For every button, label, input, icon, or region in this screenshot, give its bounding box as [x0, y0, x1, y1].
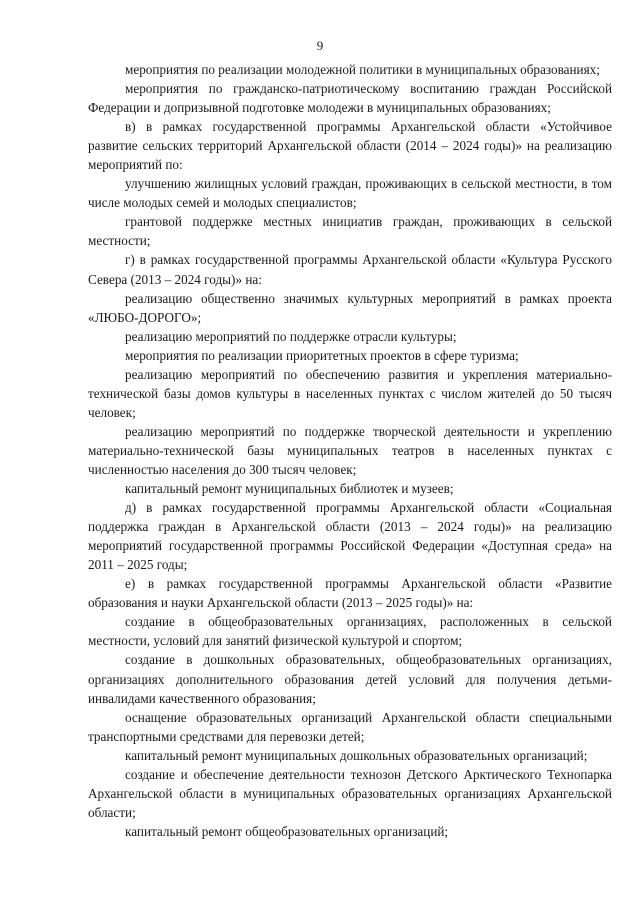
paragraph: г) в рамках государственной программы Архангельской области «Культура Русского Севера (2013 – 2024 годы)» на: [88, 252, 612, 287]
paragraph: мероприятия по гражданско-патриотическому воспитанию граждан Российской Федерации и допризывной подготовке молодежи в муниципальных образованиях; [88, 81, 612, 116]
paragraph: мероприятия по реализации приоритетных проектов в сфере туризма; [125, 347, 519, 363]
paragraph: реализацию мероприятий по поддержке отрасли культуры; [125, 328, 457, 344]
paragraph: реализацию общественно значимых культурных мероприятий в рамках проекта «ЛЮБО-ДОРОГО»; [88, 290, 612, 325]
paragraph: реализацию мероприятий по поддержке творческой деятельности и укреплению материально-технической базы муниципальных театров в населенных пунктах с численностью населения до 300 тысяч человек; [88, 423, 612, 477]
paragraph: капитальный ремонт муниципальных библиотек и музеев; [125, 481, 454, 497]
paragraph: капитальный ремонт общеобразовательных организаций; [125, 823, 449, 839]
paragraph: улучшению жилищных условий граждан, проживающих в сельской местности, в том числе молодых семей и молодых специалистов; [88, 176, 612, 211]
paragraph: создание в общеобразовательных организациях, расположенных в сельской местности, условий для занятий физической культурой и спортом; [88, 614, 612, 649]
paragraph: е) в рамках государственной программы Архангельской области «Развитие образования и науки Архангельской области (2013 – 2025 годы)» на: [88, 576, 612, 611]
paragraph: реализацию мероприятий по обеспечению развития и укрепления материально-технической базы домов культуры в населенных пунктах с числом жителей до 50 тысяч человек; [88, 366, 612, 420]
document-body [88, 60, 612, 841]
paragraph: д) в рамках государственной программы Архангельской области «Социальная поддержка граждан в Архангельской области (2013 – 2024 годы)» на реализацию мероприятий государственной программы Российской Федерации «Доступная среда» на 2011 – 2025 годы; [88, 500, 612, 573]
paragraph: создание в дошкольных образовательных, общеобразовательных организациях, организациях дополнительного образования детей условий для получения детьми-инвалидами качественного образования; [88, 652, 612, 706]
paragraph: мероприятия по реализации молодежной политики в муниципальных образованиях; [125, 62, 600, 77]
page-number: 9 [316, 38, 324, 53]
paragraph: в) в рамках государственной программы Архангельской области «Устойчивое развитие сельских территорий Архангельской области (2014 – 2024 годы)» на реализацию мероприятий по: [88, 119, 612, 173]
paragraph: оснащение образовательных организаций Архангельской области специальными транспортными средствами для перевозки детей; [88, 709, 612, 744]
paragraph: капитальный ремонт муниципальных дошкольных образовательных организаций; [125, 747, 588, 763]
paragraph: создание и обеспечение деятельности технозон Детского Арктического Технопарка Архангельской области в муниципальных образовательных организациях Архангельской области; [88, 766, 612, 820]
paragraph: грантовой поддержке местных инициатив граждан, проживающих в сельской местности; [88, 214, 612, 249]
